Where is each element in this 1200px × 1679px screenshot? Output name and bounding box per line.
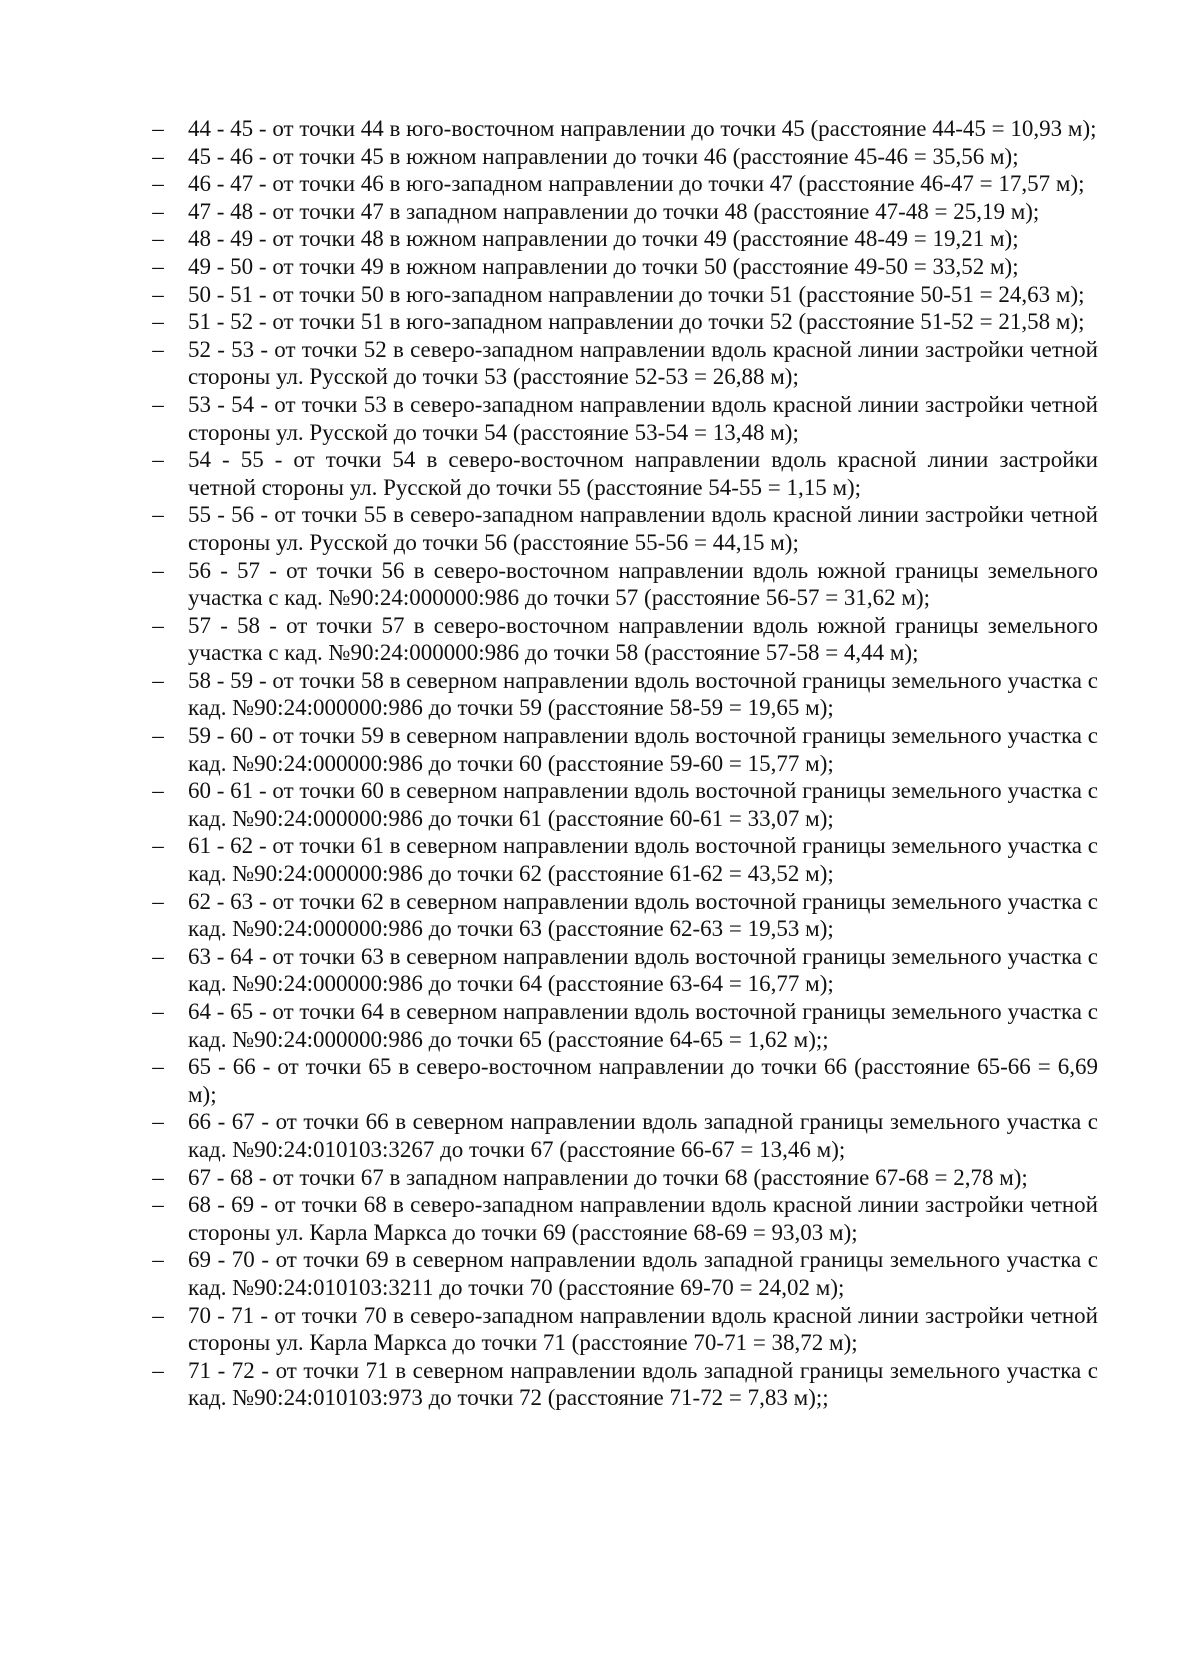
list-item-text: 45 - 46 - от точки 45 в южном направлении до точки 46 (расстояние 45-46 = 35,56 м); (188, 143, 1019, 169)
bullet-dash: – (152, 309, 164, 335)
list-item (148, 198, 1098, 226)
list-item (148, 777, 1098, 832)
list-item-text: 49 - 50 - от точки 49 в южном направлении до точки 50 (расстояние 49-50 = 33,52 м); (188, 253, 1019, 279)
list-item-text: 58 - 59 - от точки 58 в северном направлении вдоль восточной границы земельного участка с кад. №90:24:000000:986 до точки 59 (расстояние 58-59 = 19,65 м); (188, 667, 1098, 721)
list-item (148, 1357, 1098, 1412)
list-item-text: 48 - 49 - от точки 48 в южном направлении до точки 49 (расстояние 48-49 = 19,21 м); (188, 226, 1019, 252)
list-item (148, 1108, 1098, 1163)
bullet-dash: – (152, 502, 164, 528)
list-item-text: 57 - 58 - от точки 57 в северо-восточном направлении вдоль южной границы земельного участка с кад. №90:24:000000:986 до точки 58 (расстояние 57-58 = 4,44 м); (188, 612, 1098, 666)
list-item (148, 1053, 1098, 1108)
list-item (148, 832, 1098, 887)
list-item (148, 557, 1098, 612)
bullet-dash: – (152, 198, 164, 224)
list-item-text: 44 - 45 - от точки 44 в юго-восточном направлении до точки 45 (расстояние 44-45 = 10,93 м); (188, 116, 1097, 141)
bullet-dash: – (152, 1302, 164, 1328)
list-item (148, 501, 1098, 556)
list-item (148, 391, 1098, 446)
list-item (148, 446, 1098, 501)
bullet-dash: – (152, 253, 164, 279)
list-item (148, 143, 1098, 171)
list-item (148, 998, 1098, 1053)
bullet-dash: – (152, 1164, 164, 1190)
list-item-text: 66 - 67 - от точки 66 в северном направлении вдоль западной границы земельного участка с кад. №90:24:010103:3267 до точки 67 (расстояние 66-67 = 13,46 м); (188, 1109, 1098, 1162)
list-item (148, 115, 1098, 143)
bullet-dash: – (152, 999, 164, 1024)
list-item (148, 336, 1098, 391)
list-item-text: 50 - 51 - от точки 50 в юго-западном направлении до точки 51 (расстояние 50-51 = 24,63 м); (188, 281, 1085, 307)
list-item-text: 51 - 52 - от точки 51 в юго-западном направлении до точки 52 (расстояние 51-52 = 21,58 м); (188, 309, 1085, 335)
bullet-dash: – (152, 1054, 164, 1080)
bullet-dash: – (152, 447, 164, 473)
list-item-text: 65 - 66 - от точки 65 в северо-восточном направлении до точки 66 (расстояние 65-66 = 6,69 м); (188, 1054, 1098, 1107)
bullet-dash: – (152, 778, 164, 804)
bullet-dash: – (152, 1247, 164, 1273)
bullet-dash: – (152, 943, 164, 969)
list-item (148, 225, 1098, 253)
list-item-text: 68 - 69 - от точки 68 в северо-западном направлении вдоль красной линии застройки четной стороны ул. Карла Маркса до точки 69 (расстояние 68-69 = 93,03 м); (188, 1192, 1098, 1245)
list-item-text: 70 - 71 - от точки 70 в северо-западном направлении вдоль красной линии застройки четной стороны ул. Карла Маркса до точки 71 (расстояние 70-71 = 38,72 м); (188, 1302, 1098, 1356)
bullet-dash: – (152, 723, 164, 749)
list-item-text: 52 - 53 - от точки 52 в северо-западном направлении вдоль красной линии застройки четной стороны ул. Русской до точки 53 (расстояние 52-53 = 26,88 м); (188, 336, 1098, 390)
list-item-text: 47 - 48 - от точки 47 в западном направлении до точки 48 (расстояние 47-48 = 25,19 м); (188, 198, 1040, 224)
bullet-dash: – (152, 1109, 164, 1135)
list-item (148, 1246, 1098, 1301)
list-item-text: 56 - 57 - от точки 56 в северо-восточном направлении вдоль южной границы земельного участка с кад. №90:24:000000:986 до точки 57 (расстояние 56-57 = 31,62 м); (188, 557, 1098, 611)
bullet-dash: – (152, 391, 164, 417)
bullet-dash: – (152, 833, 164, 859)
bullet-dash: – (152, 336, 164, 362)
list-item (148, 281, 1098, 309)
list-item-text: 54 - 55 - от точки 54 в северо-восточном направлении вдоль красной линии застройки четной стороны ул. Русской до точки 55 (расстояние 54-55 = 1,15 м); (188, 447, 1098, 500)
list-item-text: 46 - 47 - от точки 46 в юго-западном направлении до точки 47 (расстояние 46-47 = 17,57 м); (188, 171, 1085, 197)
list-item-text: 61 - 62 - от точки 61 в северном направлении вдоль восточной границы земельного участка с кад. №90:24:000000:986 до точки 62 (расстояние 61-62 = 43,52 м); (188, 833, 1098, 887)
bullet-dash: – (152, 612, 164, 638)
list-item-text: 62 - 63 - от точки 62 в северном направлении вдоль восточной границы земельного участка с кад. №90:24:000000:986 до точки 63 (расстояние 62-63 = 19,53 м); (188, 888, 1098, 942)
list-item-text: 69 - 70 - от точки 69 в северном направлении вдоль западной границы земельного участка с кад. №90:24:010103:3211 до точки 70 (расстояние 69-70 = 24,02 м); (188, 1247, 1098, 1300)
list-item (148, 1164, 1098, 1192)
list-item-text: 71 - 72 - от точки 71 в северном направлении вдоль западной границы земельного участка с кад. №90:24:010103:973 до точки 72 (расстояние 71-72 = 7,83 м);; (188, 1357, 1098, 1411)
bullet-dash: – (152, 226, 164, 252)
bullet-dash: – (152, 667, 164, 693)
bullet-dash: – (152, 171, 164, 197)
list-item-text: 63 - 64 - от точки 63 в северном направлении вдоль восточной границы земельного участка с кад. №90:24:000000:986 до точки 64 (расстояние 63-64 = 16,77 м); (188, 943, 1098, 997)
bullet-dash: – (152, 143, 164, 169)
list-item (148, 308, 1098, 336)
list-item-text: 59 - 60 - от точки 59 в северном направлении вдоль восточной границы земельного участка с кад. №90:24:000000:986 до точки 60 (расстояние 59-60 = 15,77 м); (188, 723, 1098, 776)
list-item-text: 64 - 65 - от точки 64 в северном направлении вдоль восточной границы земельного участка с кад. №90:24:000000:986 до точки 65 (расстояние 64-65 = 1,62 м);; (188, 999, 1098, 1052)
list-item-text: 60 - 61 - от точки 60 в северном направлении вдоль восточной границы земельного участка с кад. №90:24:000000:986 до точки 61 (расстояние 60-61 = 33,07 м); (188, 778, 1098, 831)
list-item (148, 1302, 1098, 1357)
list-item (148, 722, 1098, 777)
list-item (148, 888, 1098, 943)
bullet-dash: – (152, 1357, 164, 1383)
list-item (148, 1191, 1098, 1246)
bullet-dash: – (152, 116, 164, 141)
boundary-segment-list (148, 115, 1098, 1412)
bullet-dash: – (152, 557, 164, 583)
list-item-text: 55 - 56 - от точки 55 в северо-западном направлении вдоль красной линии застройки четной стороны ул. Русской до точки 56 (расстояние 55-56 = 44,15 м); (188, 502, 1098, 555)
list-item (148, 170, 1098, 198)
list-item (148, 253, 1098, 281)
bullet-dash: – (152, 888, 164, 914)
list-item (148, 612, 1098, 667)
list-item (148, 943, 1098, 998)
list-item-text: 53 - 54 - от точки 53 в северо-западном направлении вдоль красной линии застройки четной стороны ул. Русской до точки 54 (расстояние 53-54 = 13,48 м); (188, 391, 1098, 445)
list-item (148, 667, 1098, 722)
list-item-text: 67 - 68 - от точки 67 в западном направлении до точки 68 (расстояние 67-68 = 2,78 м); (188, 1164, 1028, 1190)
bullet-dash: – (152, 1192, 164, 1218)
bullet-dash: – (152, 281, 164, 307)
